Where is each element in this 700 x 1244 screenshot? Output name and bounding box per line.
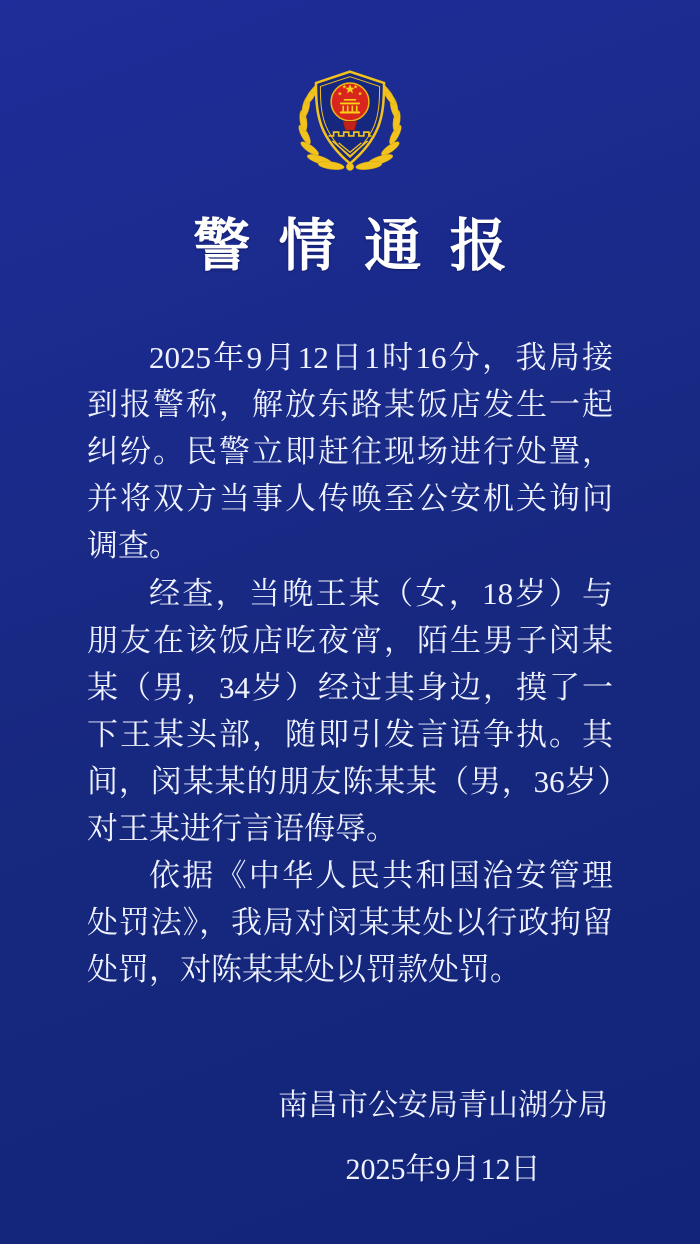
issuer-name: 南昌市公安局青山湖分局 <box>278 1088 608 1122</box>
police-badge-icon <box>286 54 414 180</box>
notice-paragraph-1: 2025年9月12日1时16分，我局接到报警称，解放东路某饭店发生一起纠纷。民警立即赶往现场进行处置，并将双方当事人传唤至公安机关询问调查。 <box>87 340 613 564</box>
notice-paragraph-2: 经查，当晚王某（女，18岁）与朋友在该饭店吃夜宵，陌生男子闵某某（男，34岁）经过其身边，摸了一下王某头部，随即引发言语争执。其间，闵某某的朋友陈某某（男，36岁）对王某进行言语侮辱。 <box>87 575 613 847</box>
signature-block <box>278 1080 608 1188</box>
notice-paragraph-3: 依据《中华人民共和国治安管理处罚法》，我局对闵某某处以行政拘留处罚，对陈某某处以罚款处罚。 <box>87 858 613 988</box>
notice-body <box>0 334 700 994</box>
notice-title: 警情通报 <box>193 215 536 278</box>
issue-date: 2025年9月12日 <box>345 1152 541 1186</box>
